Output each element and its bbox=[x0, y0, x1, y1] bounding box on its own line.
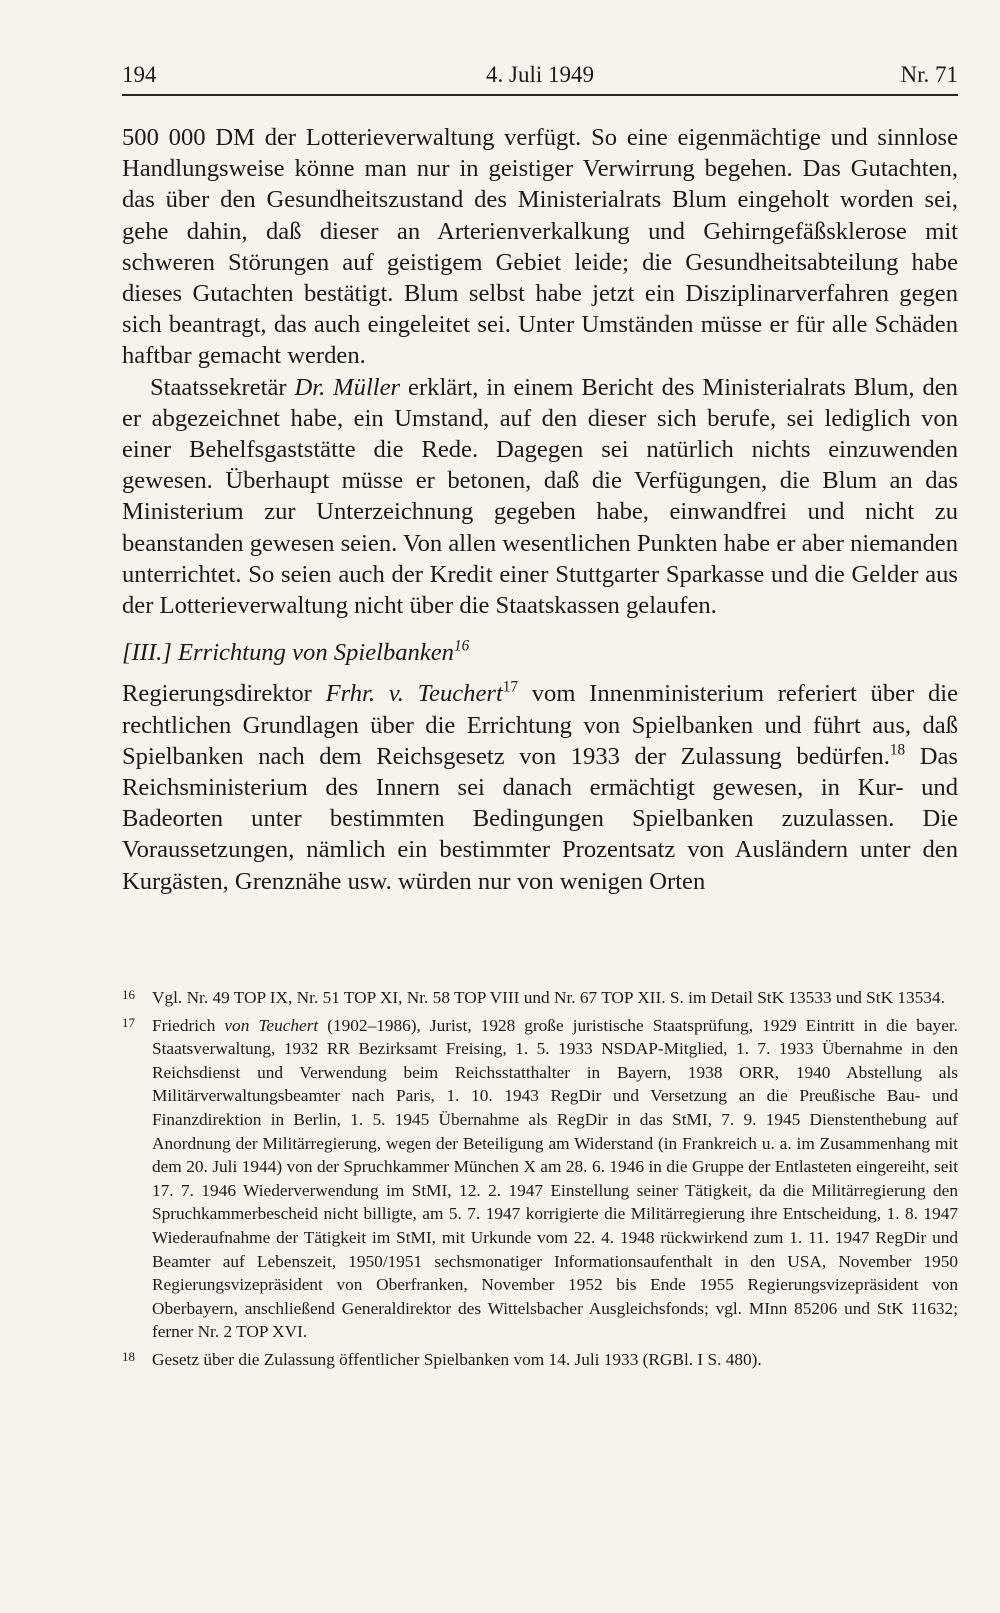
footnote-mark: 17 bbox=[122, 1014, 135, 1030]
paragraph-mueller bbox=[122, 372, 958, 622]
text-run: Regierungsdirektor bbox=[122, 680, 326, 708]
footnote-mark: 18 bbox=[122, 1348, 135, 1364]
paragraph-continuation: 500 000 DM der Lotterieverwaltung verfügt. So eine eigenmächtige und sinnlose Handlungsweise könne man nur in geistiger Verwirrung begehen. Das Gutachten, das über den Gesundheitszustand des Ministerialrats Blum eingeholt worden sei, gehe dahin, daß dieser an Arterienverkalkung und Gehirngefäßsklerose mit schweren Störungen auf geistigem Gebiet leide; die Gesundheitsabteilung habe dieses Gutachten bestätigt. Blum selbst habe jetzt ein Disziplinarverfahren gegen sich beantragt, das auch eingeleitet sei. Unter Umständen müsse er für alle Schäden haftbar gemacht werden. bbox=[122, 124, 958, 370]
speaker-name: Dr. Müller bbox=[294, 373, 401, 401]
footnote-ref-16[interactable]: 16 bbox=[453, 637, 470, 655]
footnote-text: (1902–1986), Jurist, 1928 große juristische Staatsprüfung, 1929 Eintritt in die bayer. Staatsverwaltung, 1932 RR Bezirksamt Freising, 1. 5. 1933 NSDAP-Mitglied, 1. 7. 1933 Übernahme in den Reichsdienst und Verwendung beim Reichsstatthalter in Bayern, 1938 ORR, 1940 Abstellung als Militärverwaltungsbeamter nach Paris, 1. 10. 1943 RegDir und Versetzung an die Preußische Bau- und Finanzdirektion in Berlin, 1. 5. 1945 Übernahme als RegDir in das StMI, 7. 9. 1945 Dienstenthebung auf Anordnung der Militärregierung, wegen der Beteiligung am Widerstand (in Frankreich u. a. im Zusammenhang mit dem 20. Juli 1944) von der Spruchkammer München X am 28. 6. 1946 in die Gruppe der Entlasteten eingereiht, seit 17. 7. 1946 Wiederverwendung im StMI, 12. 2. 1947 Einstellung seiner Tätigkeit, da die Militärregierung den Spruchkammerbescheid nicht billigte, am 5. 7. 1947 korrigierte die Militärregierung ihre Entscheidung, 1. 8. 1947 Wiederaufnahme der Tätigkeit im StMI, mit Urkunde vom 22. 4. 1948 rückwirkend zum 1. 11. 1947 RegDir und Beamter auf Lebenszeit, 1950/1951 sechsmonatiger Informationsaufenthalt in den USA, November 1950 Regierungsvizepräsident von Oberfranken, November 1952 bis Ende 1955 Regierungsvizepräsident von Oberbayern, anschließend Generaldirektor des Wittelsbacher Ausgleichsfonds; vgl. MInn 85206 und StK 11632; ferner Nr. 2 TOP XVI. bbox=[152, 1015, 958, 1342]
section-title: Errichtung von Spielbanken bbox=[171, 639, 454, 667]
header-date: 4. Juli 1949 bbox=[486, 62, 594, 87]
footnote-text: Gesetz über die Zulassung öffentlicher Spielbanken vom 14. Juli 1933 (RGBl. I S. 480). bbox=[152, 1349, 762, 1369]
footnote-16 bbox=[122, 986, 958, 1010]
footnote-mark: 16 bbox=[122, 987, 135, 1002]
paragraph-teuchert bbox=[122, 678, 958, 896]
section-heading bbox=[122, 637, 958, 668]
footnotes bbox=[122, 986, 958, 1376]
footnote-18 bbox=[122, 1348, 958, 1372]
footnote-17 bbox=[122, 1014, 958, 1344]
page-number: 194 bbox=[122, 62, 157, 87]
body-text bbox=[122, 122, 958, 897]
text-run: vom Innenministerium referiert über die rechtlichen Grundlagen über die Errichtung von Spielbanken und führt aus, daß Spielbanken nach dem Reichsgesetz von 1933 der Zulassung bedürfen. bbox=[122, 680, 958, 770]
footnote-ref-17[interactable]: 17 bbox=[502, 679, 519, 696]
footnote-text: Friedrich bbox=[152, 1015, 225, 1035]
footnote-ref-18[interactable]: 18 bbox=[889, 741, 906, 759]
text-run: Staatssekretär bbox=[150, 373, 295, 401]
text-run: erklärt, in einem Bericht des Ministerialrats Blum, den er abgezeichnet habe, ein Umstand, auf den dieser sich berufe, sei lediglich von einer Behelfsgaststätte die Rede. Dagegen sei natürlich nichts einzuwenden gewesen. Überhaupt müsse er betonen, daß die Verfügungen, die Blum an das Ministerium zur Unterzeichnung gegeben habe, einwandfrei und nicht zu beanstanden gewesen seien. Von allen wesentlichen Punkten habe er aber niemanden unterrichtet. So seien auch der Kredit einer Stuttgarter Sparkasse und die Gelder aus der Lotterieverwaltung nicht über die Staatskassen gelaufen. bbox=[122, 373, 958, 620]
text-run: Das Reichsministerium des Innern sei danach ermächtigt gewesen, in Kur- und Badeorten unter bestimmten Bedingungen Spielbanken zuzulassen. Die Voraussetzungen, nämlich ein bestimmter Prozentsatz von Ausländern unter den Kurgästen, Grenznähe usw. würden nur von wenigen Orten bbox=[122, 742, 958, 895]
section-number: [III.] bbox=[122, 639, 172, 667]
speaker-name: Frhr. v. Teuchert bbox=[325, 680, 503, 708]
running-head bbox=[122, 56, 958, 96]
footnote-text: Vgl. Nr. 49 TOP IX, Nr. 51 TOP XI, Nr. 58 TOP VIII und Nr. 67 TOP XII. S. im Detail StK 13533 und StK 13534. bbox=[152, 988, 945, 1007]
document-number: Nr. 71 bbox=[900, 62, 958, 87]
person-name: von Teuchert bbox=[224, 1015, 319, 1035]
header-rule bbox=[122, 94, 958, 96]
